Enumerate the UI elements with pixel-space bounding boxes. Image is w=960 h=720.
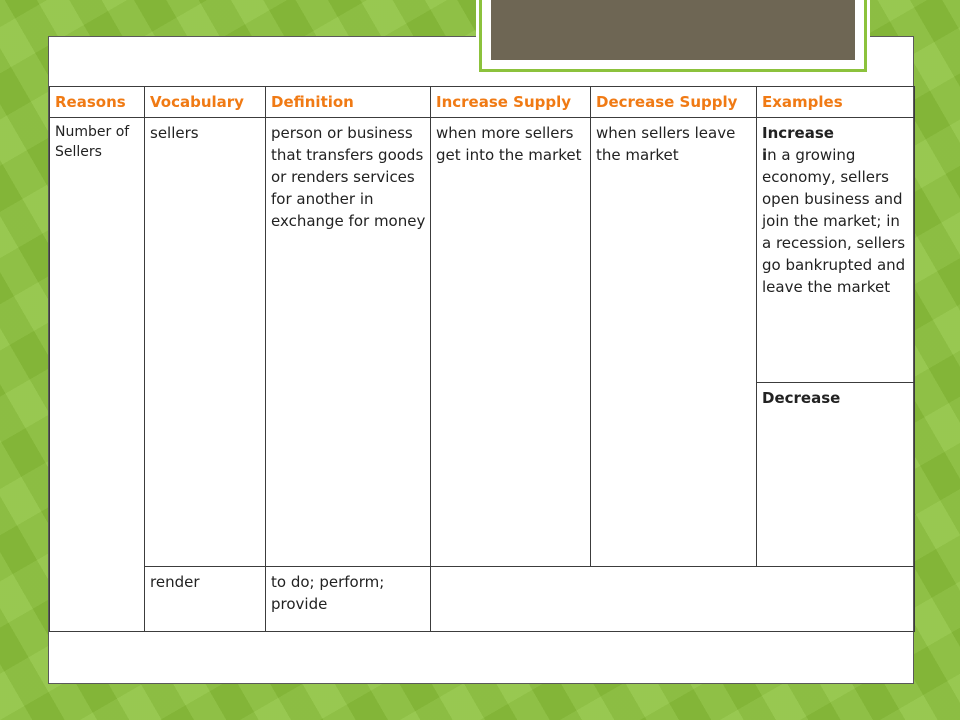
header-definition: Definition	[266, 87, 431, 118]
cell-example-decrease	[757, 383, 915, 567]
cell-vocabulary-render: render	[145, 567, 266, 632]
example-decrease-title: Decrease	[762, 389, 841, 407]
example-increase-title: Increase	[762, 124, 834, 142]
header-vocabulary: Vocabulary	[145, 87, 266, 118]
cell-decrease-supply: when sellers leave the market	[591, 118, 757, 567]
cell-increase-supply: when more sellers get into the market	[431, 118, 591, 567]
example-increase-initial: i	[762, 146, 768, 164]
title-placeholder	[489, 0, 857, 62]
example-increase-text: n a growing economy, sellers open business and join the market; in a recession, sellers go bankrupted and leave the market	[762, 146, 906, 296]
header-increase-supply: Increase Supply	[431, 87, 591, 118]
header-decrease-supply: Decrease Supply	[591, 87, 757, 118]
cell-reason: Number of Sellers	[50, 118, 145, 632]
cell-definition-render: to do; perform; provide	[266, 567, 431, 632]
table-row	[50, 567, 915, 632]
table-header-row	[50, 87, 915, 118]
header-examples: Examples	[757, 87, 915, 118]
header-reasons: Reasons	[50, 87, 145, 118]
supply-vocabulary-table	[49, 86, 915, 632]
table-row	[50, 118, 915, 383]
cell-vocabulary: sellers	[145, 118, 266, 567]
cell-example-increase	[757, 118, 915, 383]
cell-definition: person or business that transfers goods or renders services for another in exchange for money	[266, 118, 431, 567]
cell-empty-merged	[431, 567, 915, 632]
